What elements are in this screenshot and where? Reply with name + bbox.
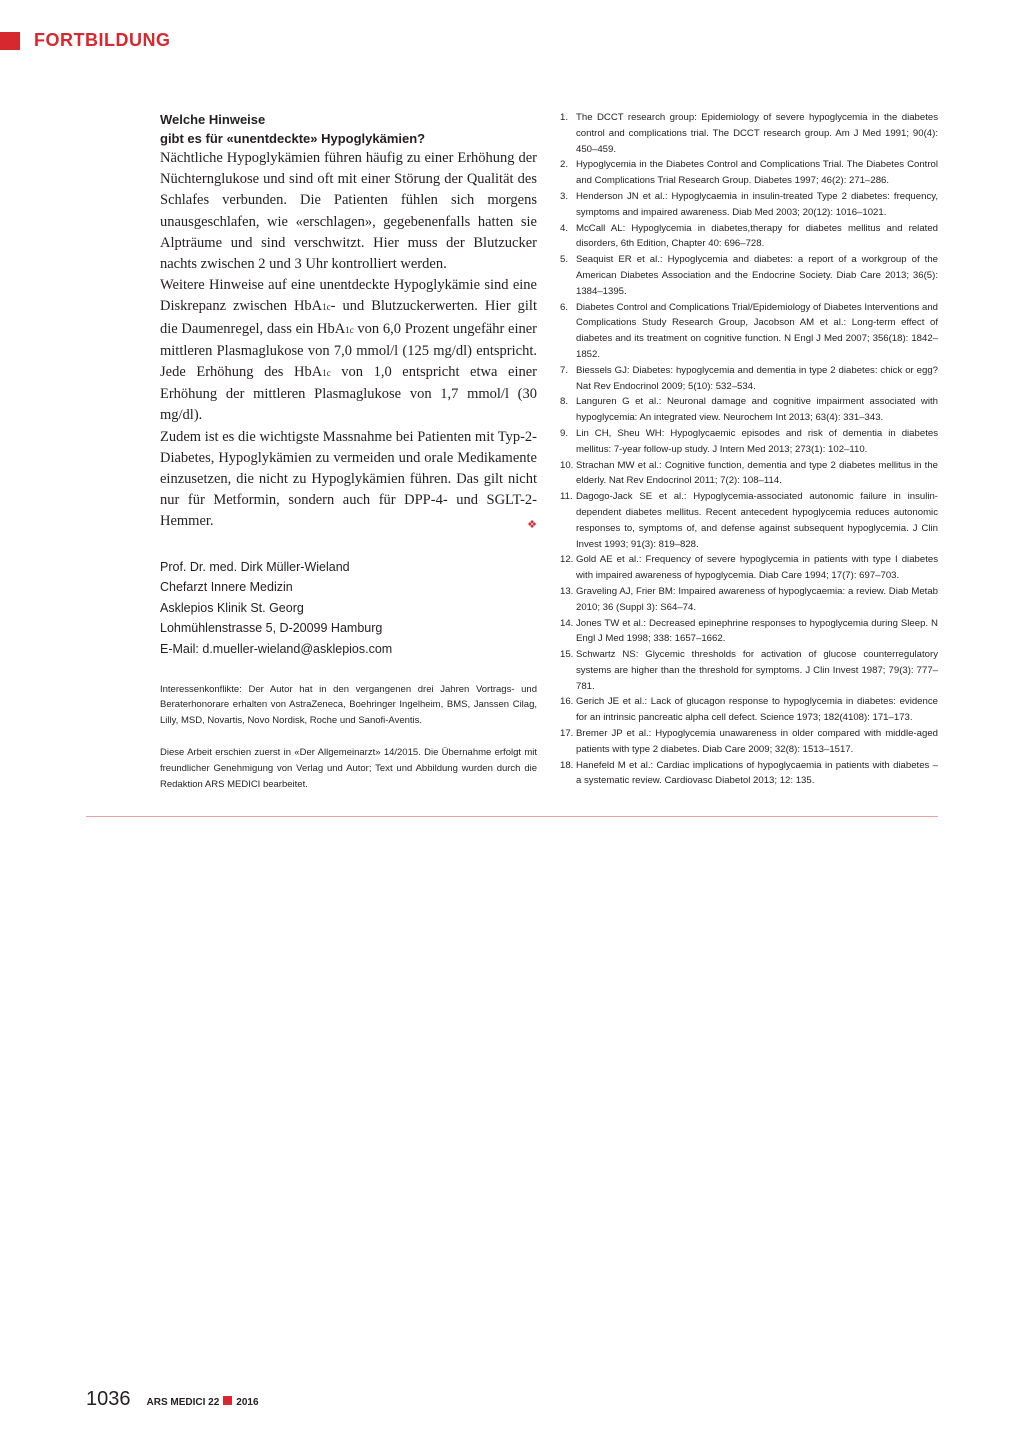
paragraph-2 [160, 275, 537, 426]
paragraph-3 [160, 427, 537, 533]
reference-item [560, 252, 938, 299]
reference-item [560, 426, 938, 458]
reference-text: Lin CH, Sheu WH: Hypoglycaemic episodes and risk of dementia in diabetes mellitus: 7-year follow-up study. J Intern Med 2013; 273(1): 102–110. [576, 427, 938, 455]
p2-part-b: - und Blutzuckerwerten. Hier gilt die Daumenregel, dass ein HbA [160, 298, 537, 337]
reference-text: Diabetes Control and Complications Trial/Epidemiology of Diabetes Interventions and Complications Study Research Group, Jacobson AM et al.: Long-term effect of diabetes and its treatment on cognitive function. N Engl J Med 2007; 356(18): 1842–1852. [576, 301, 938, 360]
reference-text: Jones TW et al.: Decreased epinephrine responses to hypoglycemia during Sleep. N Engl J Med 1998; 338: 1657–1662. [576, 617, 938, 645]
reference-text: Bremer JP et al.: Hypoglycemia unawareness in older compared with middle-aged patients with type 2 diabetes. Diab Care 2009; 32(8): 1513–1517. [576, 728, 938, 755]
reference-number: 12. [560, 554, 574, 566]
reference-number: 4. [560, 222, 569, 234]
section-marker [0, 32, 20, 50]
reference-number: 3. [560, 190, 569, 202]
journal-year: 2016 [236, 1397, 259, 1408]
reference-item [560, 647, 938, 694]
reference-item [560, 394, 938, 426]
reference-text: Hanefeld M et al.: Cardiac implications of hypoglycaemia in patients with diabetes – a systematic review. Cardiovasc Diabetol 2013; 12: 135. [576, 759, 938, 787]
reference-item [560, 584, 938, 616]
conflict-note: Interessenkonflikte: Der Autor hat in den vergangenen drei Jahren Vortrags- und Beraterhonorare erhalten von AstraZeneca, Boehringer Ingelheim, BMS, Janssen Cilag, Lilly, MSD, Novartis, Novo Nordisk, Roche und Sanofi-Aventis. [160, 683, 537, 727]
heading-line-1: Welche Hinweise [160, 112, 266, 127]
subscript-1c: 1c [322, 368, 331, 379]
reference-text: Strachan MW et al.: Cognitive function, dementia and type 2 diabetes mellitus in the elderly. Nat Rev Endocrinol 2011; 7(2): 108–114. [576, 459, 938, 487]
subscript-1c: 1c [322, 302, 331, 313]
reference-number: 8. [560, 396, 569, 408]
p2-part-a: Weitere Hinweise auf eine unentdeckte Hypoglykämie sind eine Diskrepanz zwischen HbA [160, 277, 537, 315]
section-label: FORTBILDUNG [34, 30, 171, 50]
reference-item [560, 552, 938, 584]
reference-item [560, 110, 938, 157]
reference-number: 13. [560, 585, 574, 597]
author-address: Lohmühlenstrasse 5, D-20099 Hamburg [160, 621, 383, 636]
reference-text: Biessels GJ: Diabetes: hypoglycemia and dementia in type 2 diabetes: chick or egg? Nat Rev Endocrinol 2009; 5(10): 532–534. [576, 364, 938, 392]
p3-text: Zudem ist es die wichtigste Massnahme bei Patienten mit Typ-2-Diabetes, Hypoglykämien zu vermeiden und orale Medikamente einzusetzen, die nicht zu Hypoglykämien führen. Das gilt nicht nur für Metformin, sondern auch für DPP-4- und SGLT-2-Hemmer. [160, 428, 537, 530]
reference-number: 5. [560, 254, 569, 266]
article-column [160, 110, 537, 792]
reference-item [560, 221, 938, 253]
end-mark-icon: ❖ [527, 519, 537, 532]
reference-text: Dagogo-Jack SE et al.: Hypoglycemia-associated autonomic failure in insulin-dependent diabetes mellitus. Recent antecedent hypoglycemia reduces autonomic responses to, symptoms of, and defense against subsequent hypoglycemia. J Clin Invest 1993; 91(3): 819–828. [576, 491, 938, 550]
source-note: Diese Arbeit erschien zuerst in «Der Allgemeinarzt» 14/2015. Die Übernahme erfolgt mit freundlicher Genehmigung von Verlag und Autor; Text und Abbildung wurden durch die Redaktion ARS MEDICI bearbeitet. [160, 747, 537, 790]
reference-item [560, 300, 938, 363]
reference-text: Hypoglycemia in the Diabetes Control and Complications Trial. The Diabetes Control and Complications Trial Research Group. Diabetes 1997; 46(2): 271–286. [576, 159, 938, 187]
heading-line-2: gibt es für «unentdeckte» Hypoglykämien? [160, 131, 426, 146]
article-heading [160, 110, 537, 148]
page-footer [86, 1388, 259, 1412]
reference-text: The DCCT research group: Epidemiology of severe hypoglycemia in the diabetes control and complications trial. The DCCT research group. Am J Med 1991; 90(4): 450–459. [576, 112, 938, 155]
reference-number: 6. [560, 301, 569, 313]
reference-item [560, 363, 938, 395]
reference-item [560, 458, 938, 490]
reference-item [560, 489, 938, 552]
reference-number: 7. [560, 364, 569, 376]
reference-text: Gerich JE et al.: Lack of glucagon response to hypoglycemia in diabetes: evidence for an intrinsic pancreatic alpha cell defect. Science 1973; 182(4108): 171–173. [576, 696, 938, 724]
author-role: Chefarzt Innere Medizin [160, 580, 293, 595]
p2-part-d: von 1,0 entspricht etwa einer Erhöhung der mittleren Plasmaglukose von 1,7 mmol/l (30 mg/dl). [160, 364, 537, 424]
reference-number: 9. [560, 427, 569, 439]
reference-number: 17. [560, 728, 574, 740]
author-name: Prof. Dr. med. Dirk Müller-Wieland [160, 559, 350, 574]
reference-text: Seaquist ER et al.: Hypoglycemia and diabetes: a report of a workgroup of the American Diabetes Association and the Endocrine Society. Diab Care 2013; 36(5): 1384–1395. [576, 254, 938, 297]
reference-number: 16. [560, 696, 574, 708]
reference-list [560, 110, 938, 789]
author-block [160, 557, 537, 660]
author-clinic: Asklepios Klinik St. Georg [160, 600, 304, 615]
p2-part-c: von 6,0 Prozent ungefähr einer mittleren Plasmaglukose von 7,0 mmol/l (125 mg/dl) entspricht. Jede Erhöhung des HbA [160, 320, 537, 381]
reference-text: Gold AE et al.: Frequency of severe hypoglycemia in patients with type I diabetes with impaired awareness of hypoglycemia. Diab Care 1994; 17(7): 697–703. [576, 554, 938, 582]
reference-text: Graveling AJ, Frier BM: Impaired awareness of hypoglycaemia: a review. Diab Metab 2010; 36 (Suppl 3): S64–74. [576, 585, 938, 613]
paragraph-1: Nächtliche Hypoglykämien führen häufig zu einer Erhöhung der Nüchternglukose und sind oft mit einer Störung der Qualität des Schlafes verbunden. Die Patienten fühlen sich morgens unausgeschlafen, wie «erschlagen», gegebenenfalls hatten sie Alpträume und sind verschwitzt. Hier muss der Blutzucker nachts zwischen 2 und 3 Uhr kontrolliert werden. [160, 150, 537, 273]
reference-number: 18. [560, 759, 574, 771]
reference-number: 10. [560, 459, 574, 471]
reference-text: Schwartz NS: Glycemic thresholds for activation of glucose counterregulatory systems are higher than the threshold for symptoms. J Clin Invest 1987; 79(3): 777–781. [576, 649, 938, 692]
reference-number: 2. [560, 159, 569, 171]
journal-name: ARS MEDICI 22 [146, 1397, 220, 1408]
reference-item [560, 726, 938, 758]
reference-number: 14. [560, 617, 574, 629]
reference-item [560, 189, 938, 221]
reference-number: 1. [560, 112, 569, 123]
reference-item [560, 616, 938, 648]
reference-item [560, 758, 938, 790]
footer-marker [223, 1396, 232, 1405]
subscript-1c: 1c [345, 324, 354, 335]
divider [86, 816, 938, 817]
reference-text: McCall AL: Hypoglycemia in diabetes,therapy for diabetes mellitus and related disorders, 6th Edition, Chapter 40: 696–728. [576, 222, 938, 250]
author-email[interactable]: E-Mail: d.mueller-wieland@asklepios.com [160, 642, 393, 657]
page-number: 1036 [86, 1388, 131, 1410]
reference-number: 15. [560, 649, 574, 661]
reference-item [560, 694, 938, 726]
reference-number: 11. [560, 491, 573, 503]
reference-item [560, 157, 938, 189]
reference-text: Languren G et al.: Neuronal damage and cognitive impairment associated with hypoglycemia: An integrated view. Neurochem Int 2013; 63(4): 331–343. [576, 396, 938, 424]
reference-text: Henderson JN et al.: Hypoglycaemia in insulin-treated Type 2 diabetes: frequency, symptoms and impaired awareness. Diab Med 2003; 20(12): 1016–1021. [576, 190, 938, 218]
